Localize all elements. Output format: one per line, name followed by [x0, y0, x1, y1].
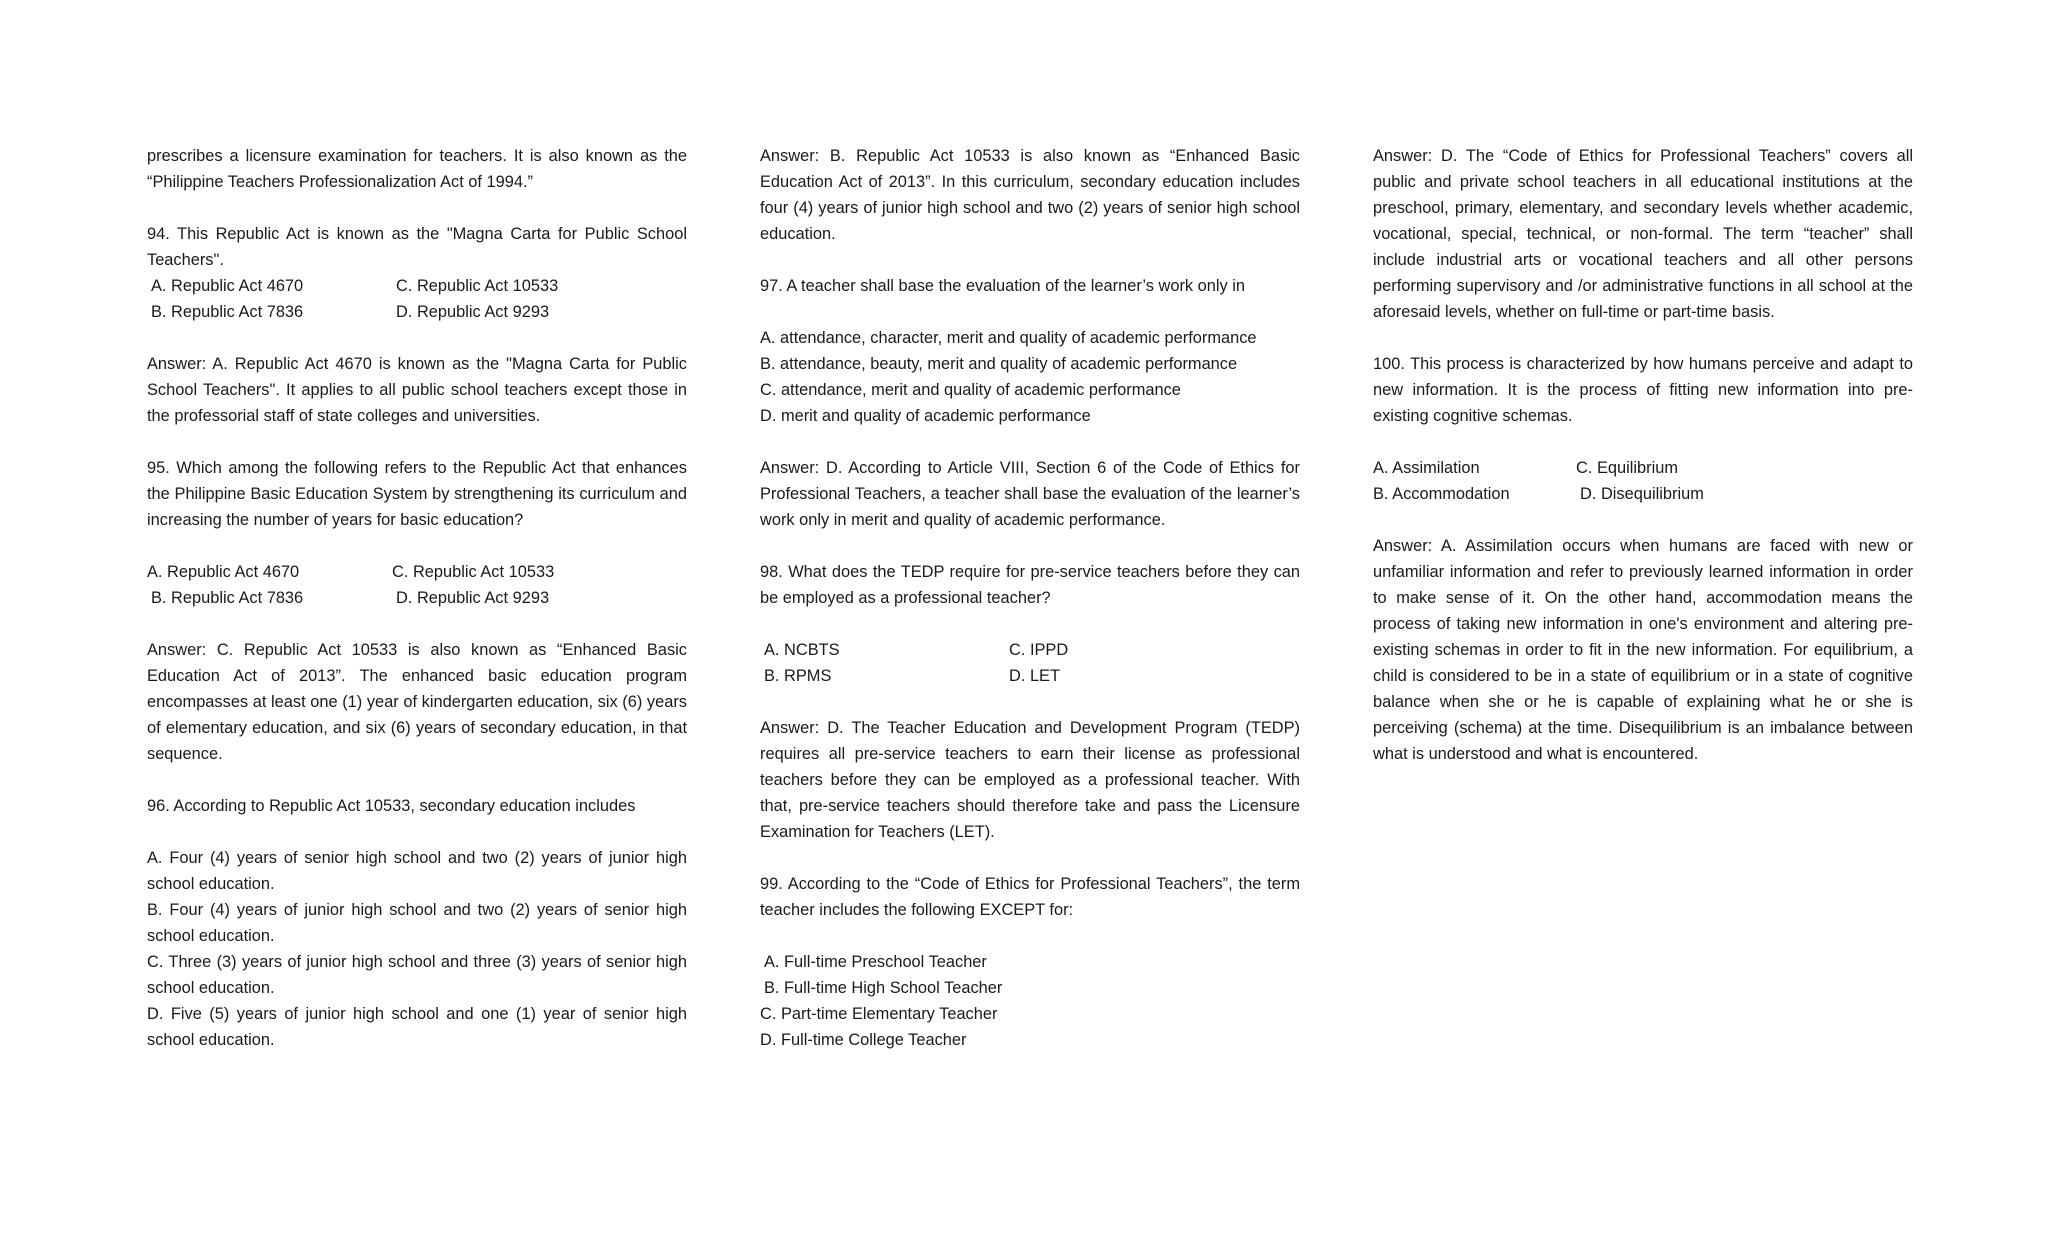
- question-97: 97. A teacher shall base the evaluation of the learner’s work only in: [760, 277, 1246, 295]
- intro-paragraph: prescribes a licensure examination for teachers. It is also known as the “Philippine Teachers Professionalization Act of 1994.”: [147, 147, 687, 191]
- option-b: B. Republic Act 7836: [151, 303, 304, 321]
- answer-96: Answer: B. Republic Act 10533 is also known as “Enhanced Basic Education Act of 2013”. In this curriculum, secondary education includes four (4) years of junior high school and two (2) years of senior high school education.: [760, 147, 1300, 243]
- answer-94: Answer: A. Republic Act 4670 is known as the "Magna Carta for Public School Teachers". It applies to all public school teachers except those in the professorial staff of state colleges and universities.: [147, 355, 687, 425]
- option-a: A. attendance, character, merit and quality of academic performance: [760, 329, 1257, 347]
- option-c: C. Republic Act 10533: [396, 277, 559, 295]
- option-c: C. Three (3) years of junior high school and three (3) years of senior high school education.: [147, 953, 687, 997]
- answer-97: Answer: D. According to Article VIII, Section 6 of the Code of Ethics for Professional Teachers, a teacher shall base the evaluation of the learner’s work only in merit and quality of academic performance.: [760, 459, 1300, 529]
- column-3: [1373, 143, 1913, 767]
- option-c: C. Republic Act 10533: [392, 563, 555, 581]
- option-a: A. Four (4) years of senior high school and two (2) years of junior high school education.: [147, 849, 687, 893]
- option-b: B. Four (4) years of junior high school and two (2) years of senior high school education.: [147, 901, 687, 945]
- option-d: D. Republic Act 9293: [396, 303, 550, 321]
- option-a: A. Full-time Preschool Teacher: [764, 953, 987, 971]
- option-d: D. LET: [1009, 667, 1061, 685]
- answer-100: Answer: A. Assimilation occurs when humans are faced with new or unfamiliar information and refer to previously learned information in order to make sense of it. On the other hand, accommodation means the process of taking new information in one's environment and altering pre-existing schemas in order to fit in the new information. For equilibrium, a child is considered to be in a state of equilibrium or in a state of cognitive balance when she or he is capable of explaining what he or she is perceiving (schema) at the time. Disequilibrium is an imbalance between what is understood and what is encountered.: [1373, 537, 1913, 763]
- column-1: [147, 143, 687, 1053]
- option-d: D. Five (5) years of junior high school and one (1) year of senior high school education.: [147, 1005, 687, 1049]
- option-b: B. Republic Act 7836: [151, 589, 304, 607]
- option-b: B. Full-time High School Teacher: [764, 979, 1003, 997]
- question-100-options: [1373, 455, 1913, 507]
- question-95-options: [147, 559, 687, 611]
- option-c: C. Equilibrium: [1576, 459, 1679, 477]
- question-98: 98. What does the TEDP require for pre-service teachers before they can be employed as a professional teacher?: [760, 563, 1300, 607]
- question-94-options: [147, 273, 687, 325]
- option-b: B. attendance, beauty, merit and quality of academic performance: [760, 355, 1238, 373]
- option-d: D. merit and quality of academic performance: [760, 407, 1091, 425]
- question-100: 100. This process is characterized by how humans perceive and adapt to new information. It is the process of fitting new information into pre-existing cognitive schemas.: [1373, 355, 1913, 425]
- question-94: 94. This Republic Act is known as the "Magna Carta for Public School Teachers".: [147, 225, 687, 269]
- answer-99: Answer: D. The “Code of Ethics for Professional Teachers” covers all public and private school teachers in all educational institutions at the preschool, primary, elementary, and secondary levels whether academic, vocational, special, technical, or non-formal. The term “teacher” shall include industrial arts or vocational teachers and all other persons performing supervisory and /or administrative functions in all school at the aforesaid levels, whether on full-time or part-time basis.: [1373, 147, 1913, 321]
- answer-95: Answer: C. Republic Act 10533 is also known as “Enhanced Basic Education Act of 2013”. The enhanced basic education program encompasses at least one (1) year of kindergarten education, six (6) years of elementary education, and six (6) years of secondary education, in that sequence.: [147, 641, 687, 763]
- option-d: D. Disequilibrium: [1580, 485, 1704, 503]
- option-b: B. Accommodation: [1373, 485, 1510, 503]
- option-a: A. NCBTS: [764, 641, 840, 659]
- option-c: C. IPPD: [1009, 641, 1069, 659]
- option-c: C. Part-time Elementary Teacher: [760, 1005, 998, 1023]
- column-2: [760, 143, 1300, 1053]
- question-95: 95. Which among the following refers to the Republic Act that enhances the Philippine Basic Education System by strengthening its curriculum and increasing the number of years for basic education?: [147, 459, 687, 529]
- option-a: A. Republic Act 4670: [151, 277, 304, 295]
- option-b: B. RPMS: [764, 667, 832, 685]
- question-99: 99. According to the “Code of Ethics for Professional Teachers”, the term teacher includes the following EXCEPT for:: [760, 875, 1300, 919]
- question-96: 96. According to Republic Act 10533, secondary education includes: [147, 797, 636, 815]
- option-d: D. Republic Act 9293: [396, 589, 550, 607]
- question-98-options: [760, 637, 1300, 689]
- option-a: A. Assimilation: [1373, 459, 1480, 477]
- option-a: A. Republic Act 4670: [147, 563, 300, 581]
- answer-98: Answer: D. The Teacher Education and Development Program (TEDP) requires all pre-service teachers to earn their license as professional teachers before they can be employed as a professional teacher. With that, pre-service teachers should therefore take and pass the Licensure Examination for Teachers (LET).: [760, 719, 1300, 841]
- option-c: C. attendance, merit and quality of academic performance: [760, 381, 1181, 399]
- option-d: D. Full-time College Teacher: [760, 1031, 967, 1049]
